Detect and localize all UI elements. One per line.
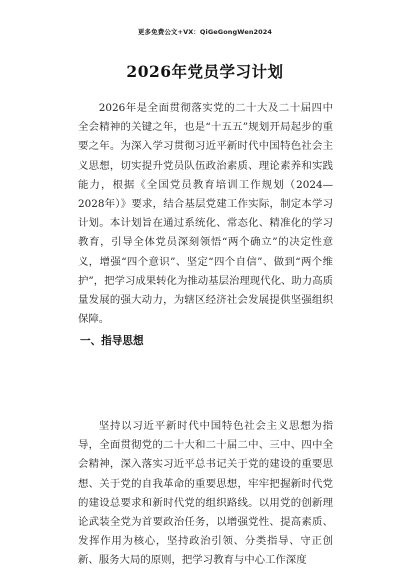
guiding-ideology-paragraph: 坚持以习近平新时代中国特色社会主义思想为指导，全面贯彻党的二十大和二十届二中、三中、四中全会精神，深入落实习近平总书记关于党的建设的重要思想、关于党的自我革命的重要思想，牢牢把握新时代党的建设总要求和新时代党的组织路线。以用党的创新理论武装全党为首要政治任务，以增强党性、提高素质、发挥作用为核心，坚持政治引领、分类指导、守正创新、服务大局的原则，把学习教育与中心工作深度 (78, 420, 333, 567)
document-title: 2026年党员学习计划 (126, 62, 284, 81)
header-note: 更多免费公文+VX：QiGeGongWen2024 (137, 28, 273, 36)
section-heading-guiding-ideology: 一、指导思想 (80, 335, 144, 347)
intro-paragraph: 2026年是全面贯彻落实党的二十大及二十届四中全会精神的关键之年，也是“十五五”规划开局起步的重要之年。为深入学习贯彻习近平新时代中国特色社会主义思想，切实提升党员队伍政治素质、理论素养和实践能力，根据《全国党员教育培训工作规划（2024—2028年）》要求，结合基层党建工作实际，制定本学习计划。本计划旨在通过系统化、常态化、精准化的学习教育，引导全体党员深刻领悟“两个确立”的决定性意义，增强“四个意识”、坚定“四个自信”、做到“两个维护”，把学习成果转化为推动基层治理现代化、助力高质量发展的强大动力，为辖区经济社会发展提供坚强组织保障。 (78, 102, 333, 326)
